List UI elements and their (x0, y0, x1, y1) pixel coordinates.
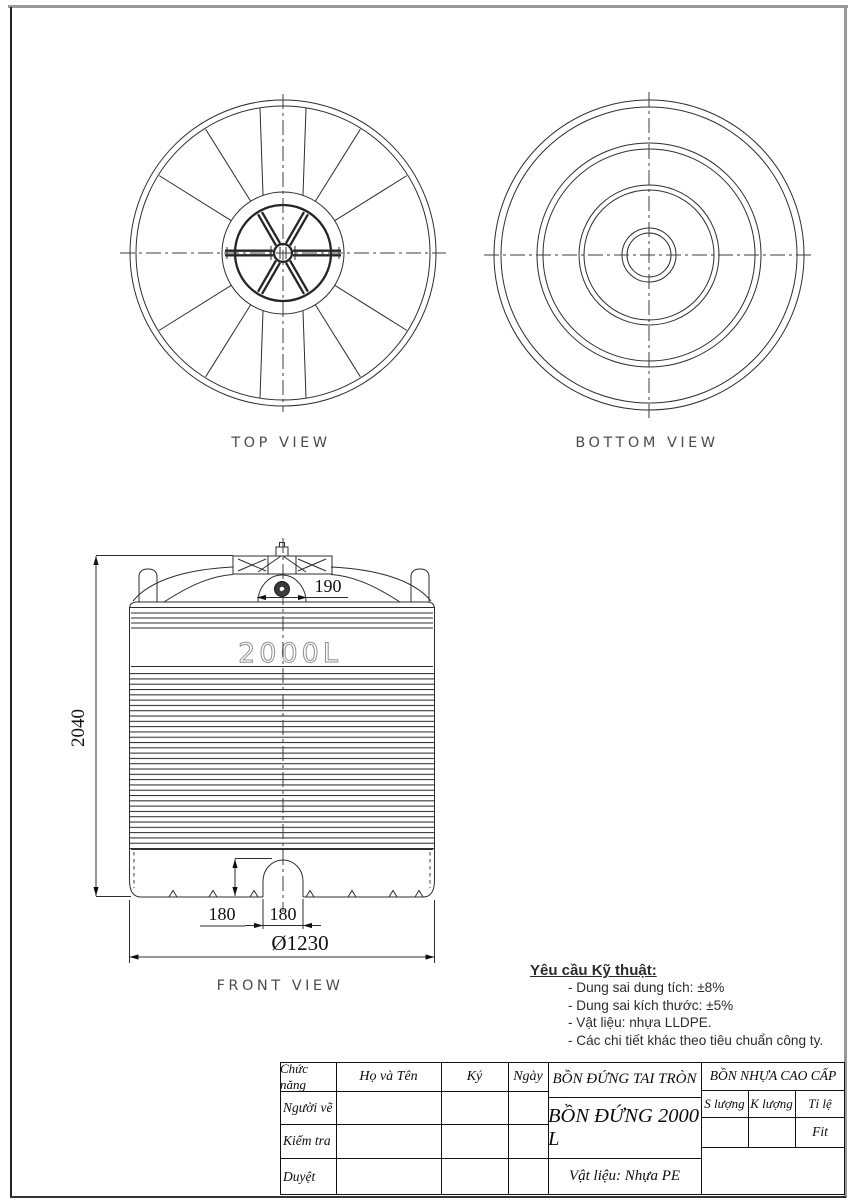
top-view-label: TOP VIEW (231, 435, 331, 451)
svg-text:180: 180 (208, 904, 236, 924)
frame-bottom (10, 1196, 846, 1198)
bottom-view-drawing (484, 92, 814, 451)
body-ribs (130, 670, 434, 849)
svg-text:Ø1230: Ø1230 (271, 931, 329, 955)
capacity-label: 2000L (238, 638, 342, 669)
company-name: BỒN NHỰA CAO CẤP (709, 1068, 837, 1083)
right-ear (411, 569, 429, 602)
top-view-drawing (120, 94, 446, 451)
dim-notch-height (200, 859, 272, 927)
bottom-view-label: BOTTOM VIEW (575, 435, 719, 451)
grid-line (701, 1147, 845, 1148)
header-name: Họ và Tên (359, 1068, 418, 1084)
cap-knob (276, 547, 288, 556)
svg-text:180: 180 (269, 904, 297, 924)
material: Vật liệu: Nhựa PE (568, 1168, 681, 1184)
tech-req-item: - Vật liệu: nhựa LLDPE. (568, 1015, 712, 1030)
tech-req-item: - Dung sai kích thước: ±5% (568, 997, 734, 1013)
left-ear (139, 569, 157, 602)
row-label-checker: Kiểm tra (283, 1133, 331, 1148)
scale-header: Tỉ lệ (808, 1095, 832, 1111)
svg-text:2040: 2040 (68, 709, 89, 747)
svg-text:190: 190 (314, 576, 342, 596)
qty-header: S lượng (704, 1095, 745, 1111)
product-type: BỒN ĐỨNG TAI TRÒN (552, 1071, 697, 1087)
product-name: BỒN ĐỨNG 2000 L (548, 1104, 699, 1150)
bottom-ticks (169, 891, 423, 898)
dim-notch-width (245, 899, 321, 929)
tech-req-title: Yêu cầu Kỹ thuật: (530, 962, 657, 979)
row-label-drafter: Người vẽ (283, 1099, 333, 1115)
row-label-approver: Duyệt (283, 1168, 316, 1184)
header-sign: Ký (466, 1068, 483, 1084)
scale-value: Fit (812, 1124, 828, 1139)
front-view-label: FRONT VIEW (216, 978, 344, 994)
header-role: Chức năng (280, 1060, 309, 1092)
front-view-drawing (68, 538, 435, 994)
tech-req-item: - Các chi tiết khác theo tiêu chuẩn công ty. (568, 1032, 824, 1048)
technical-requirements (530, 962, 848, 1049)
tech-req-item: - Dung sai dung tích: ±8% (568, 980, 725, 995)
header-date: Ngày (513, 1068, 543, 1084)
weight-header: K lượng (750, 1095, 793, 1111)
